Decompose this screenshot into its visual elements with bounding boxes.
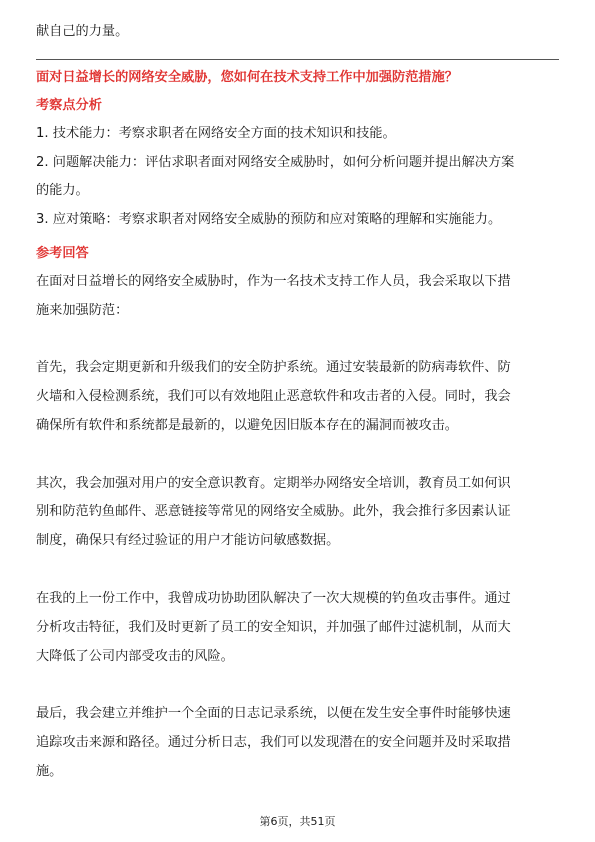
- analysis-item-continued: 的能力。: [36, 183, 89, 198]
- answer-heading: 参考回答: [36, 246, 89, 261]
- answer-line: 分析攻击特征，我们及时更新了员工的安全知识，并加强了邮件过滤机制，从而大: [36, 620, 511, 635]
- question-heading: 面对日益增长的网络安全威胁，您如何在技术支持工作中加强防范措施？: [36, 70, 458, 85]
- analysis-item: 2. 问题解决能力：评估求职者面对网络安全威胁时，如何分析问题并提出解决方案: [36, 155, 515, 170]
- answer-line: 在面对日益增长的网络安全威胁时，作为一名技术支持工作人员，我会采取以下措: [36, 274, 511, 289]
- analysis-item: 1. 技术能力：考察求职者在网络安全方面的技术知识和技能。: [36, 126, 396, 141]
- answer-line: 火墙和入侵检测系统，我们可以有效地阻止恶意软件和攻击者的入侵。同时，我会: [36, 389, 511, 404]
- page-number-footer: 第6页，共51页: [259, 815, 336, 828]
- answer-line: 最后，我会建立并维护一个全面的日志记录系统，以便在发生安全事件时能够快速: [36, 706, 511, 721]
- intro-tail-text: 献自己的力量。: [36, 24, 129, 39]
- answer-line: 施。: [36, 764, 63, 779]
- answer-line: 追踪攻击来源和路径。通过分析日志，我们可以发现潜在的安全问题并及时采取措: [36, 735, 511, 750]
- answer-line: 别和防范钓鱼邮件、恶意链接等常见的网络安全威胁。此外，我会推行多因素认证: [36, 504, 511, 519]
- analysis-item: 3. 应对策略：考察求职者对网络安全威胁的预防和应对策略的理解和实施能力。: [36, 212, 502, 227]
- section-divider: [36, 59, 559, 60]
- answer-line: 在我的上一份工作中，我曾成功协助团队解决了一次大规模的钓鱼攻击事件。通过: [36, 591, 511, 606]
- answer-line: 其次，我会加强对用户的安全意识教育。定期举办网络安全培训，教育员工如何识: [36, 476, 511, 491]
- analysis-heading: 考察点分析: [36, 98, 102, 113]
- answer-line: 首先，我会定期更新和升级我们的安全防护系统。通过安装最新的防病毒软件、防: [36, 360, 511, 375]
- answer-line: 大降低了公司内部受攻击的风险。: [36, 649, 234, 664]
- answer-line: 施来加强防范：: [36, 303, 129, 318]
- answer-line: 确保所有软件和系统都是最新的，以避免因旧版本存在的漏洞而被攻击。: [36, 418, 458, 433]
- answer-line: 制度，确保只有经过验证的用户才能访问敏感数据。: [36, 533, 340, 548]
